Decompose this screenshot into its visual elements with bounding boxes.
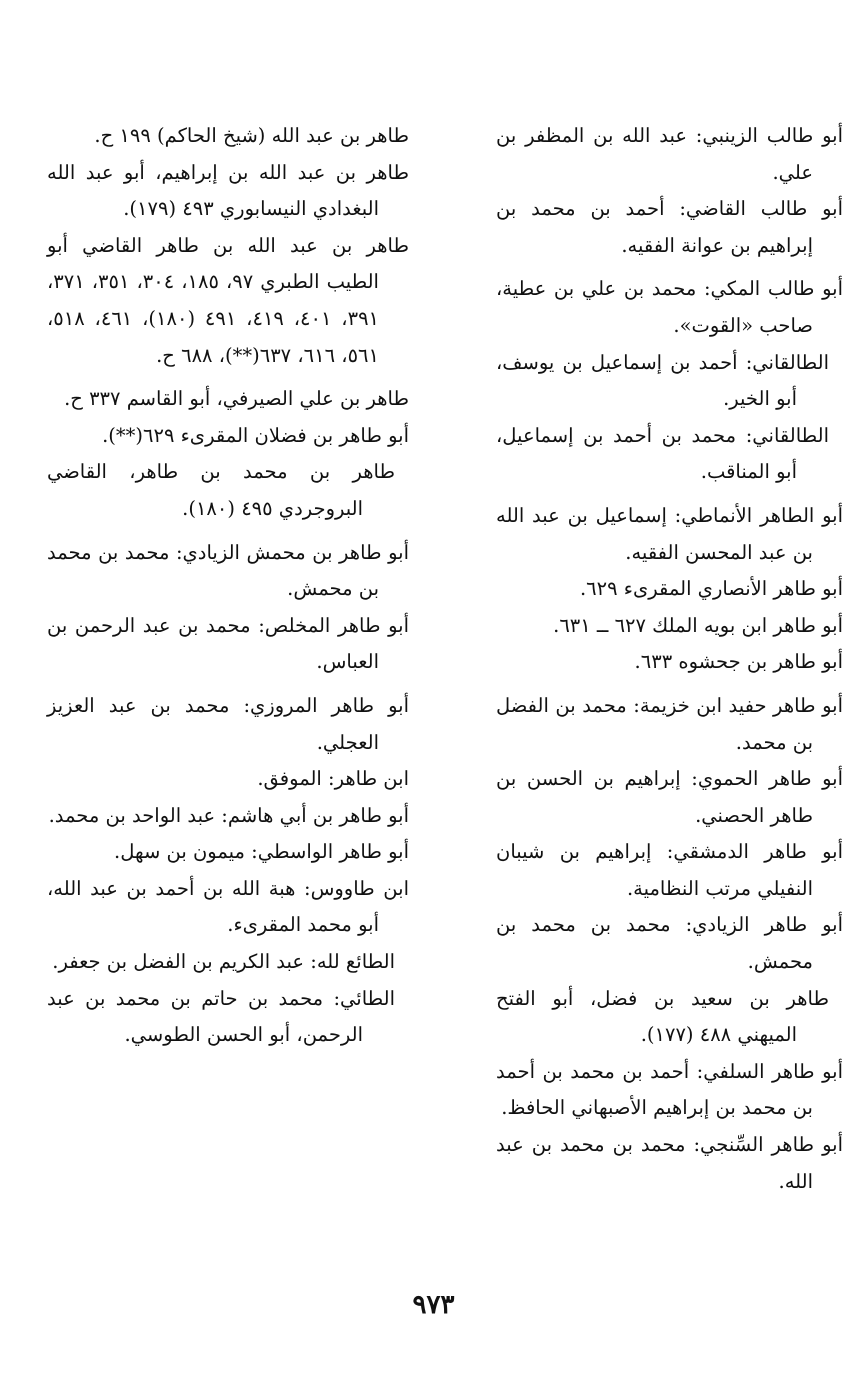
- index-entry: الطالقاني: أحمد بن إسماعيل بن يوسف، أبو الخير.: [496, 350, 829, 411]
- index-entry: طاهر بن علي الصيرفي، أبو القاسم ٣٣٧ ح.: [64, 387, 409, 411]
- index-entry: أبو طاهر بن محمش الزيادي: محمد بن محمد بن محمش.: [47, 540, 409, 601]
- index-entry: أبو طاهر حفيد ابن خزيمة: محمد بن الفضل بن محمد.: [496, 693, 843, 754]
- index-entry: أبو طاهر المروزي: محمد بن عبد العزيز العجلي.: [47, 693, 409, 754]
- index-entry: أبو طاهر السِّنجي: محمد بن محمد بن عبد الله.: [496, 1133, 843, 1193]
- index-entry: أبو طاهر بن فضلان المقرىء ٦٢٩(**).: [102, 423, 409, 447]
- index-entry: طاهر بن سعيد بن فضل، أبو الفتح الميهني ٤٨٨ (١٧٧).: [496, 986, 829, 1047]
- index-entry: أبو طاهر بن جحشوه ٦٣٣.: [634, 650, 843, 674]
- index-entry: الطالقاني: محمد بن أحمد بن إسماعيل، أبو المناقب.: [496, 423, 829, 484]
- index-entry: طاهر بن عبد الله (شيخ الحاكم) ١٩٩ ح.: [94, 124, 409, 147]
- index-entry: طاهر بن عبد الله بن طاهر القاضي أبو الطيب الطبري ٩٧، ١٨٥، ٣٠٤، ٣٥١، ٣٧١، ٣٩١، ٤٠١، ٤١٩، ٤٩١ (١٨٠)، ٤٦١، ٥١٨، ٥٦١، ٦١٦، ٦٣٧(**)، ٦٨٨ ح.: [47, 233, 409, 367]
- index-entry: أبو طالب الزينبي: عبد الله بن المظفر بن علي.: [496, 124, 843, 184]
- index-entry: أبو طالب المكي: محمد بن علي بن عطية، صاحب «القوت».: [496, 277, 843, 337]
- index-entry: أبو طاهر الأنصاري المقرىء ٦٢٩.: [579, 577, 843, 601]
- index-entry: أبو طاهر الواسطي: ميمون بن سهل.: [114, 840, 409, 864]
- index-column-left: [47, 118, 409, 1054]
- index-entry: أبو طاهر السلفي: أحمد بن محمد بن أحمد بن محمد بن إبراهيم الأصبهاني الحافظ.: [496, 1059, 843, 1120]
- index-entry: ابن طاهر: الموفق.: [257, 767, 409, 791]
- index-entry: أبو طالب القاضي: أحمد بن محمد بن إبراهيم بن عوانة الفقيه.: [496, 197, 843, 257]
- index-entry: ابن طاووس: هبة الله بن أحمد بن عبد الله، أبو محمد المقرىء.: [47, 876, 409, 937]
- index-entry: أبو الطاهر الأنماطي: إسماعيل بن عبد الله بن عبد المحسن الفقيه.: [496, 503, 843, 564]
- index-entry: أبو طاهر بن أبي هاشم: عبد الواحد بن محمد.: [48, 803, 409, 827]
- page-number: ٩٧٣: [412, 1290, 455, 1320]
- index-entry: طاهر بن محمد بن طاهر، القاضي البروجردي ٤٩٥ (١٨٠).: [47, 460, 395, 520]
- index-entry: أبو طاهر ابن بويه الملك ٦٢٧ ــ ٦٣١.: [553, 613, 843, 637]
- index-entry: طاهر بن عبد الله بن إبراهيم، أبو عبد الله البغدادي النيسابوري ٤٩٣ (١٧٩).: [47, 160, 409, 221]
- index-entry: أبو طاهر الزيادي: محمد بن محمد بن محمش.: [496, 913, 843, 974]
- index-entry: الطائي: محمد بن حاتم بن محمد بن عبد الرحمن، أبو الحسن الطوسي.: [47, 986, 395, 1047]
- index-column-right: [496, 118, 843, 1200]
- index-entry: أبو طاهر المخلص: محمد بن عبد الرحمن بن العباس.: [47, 613, 409, 674]
- index-entry: أبو طاهر الحموي: إبراهيم بن الحسن بن طاهر الحصني.: [496, 767, 843, 827]
- index-entry: الطائع لله: عبد الكريم بن الفضل بن جعفر.: [52, 950, 395, 974]
- index-entry: أبو طاهر الدمشقي: إبراهيم بن شيبان النفيلي مرتب النظامية.: [496, 840, 843, 900]
